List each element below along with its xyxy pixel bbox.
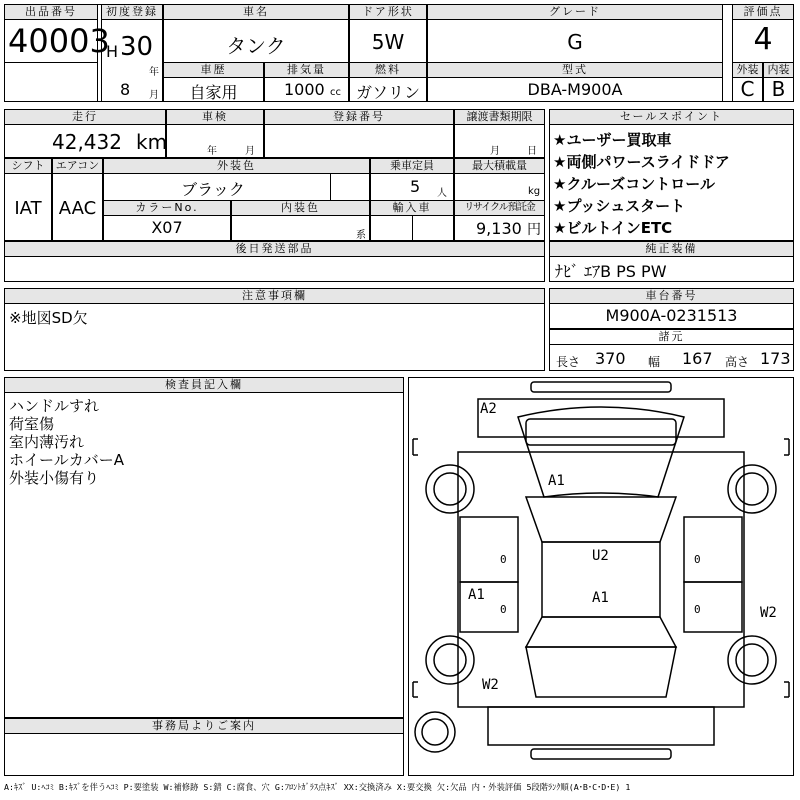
mark-w2-left: W2 [482,677,499,693]
wheel-rear-right [728,636,776,684]
transfer-day: 日 [527,146,537,157]
equipment: ﾅﾋﾞ ｴｱB PS PW [555,262,667,281]
load-unit: kg [528,186,541,197]
ext-color: ブラック [181,180,245,199]
car-name: タンク [226,34,286,58]
height-label: 高さ [725,355,750,369]
capacity-unit: 人 [437,188,447,199]
right-rear-mark [784,682,789,697]
displacement-header: 排気量 [264,62,349,78]
month-unit: 月 [149,90,159,101]
mark-zero-4: 0 [694,603,701,616]
color-no-header: カラーNo. [103,200,231,216]
wheel-front-left-inner [434,473,466,505]
model-header: 型式 [427,62,723,78]
import-divider [412,215,413,241]
grade: G [567,30,583,54]
spare-wheel-inner [422,719,448,745]
inspector-line: 室内薄汚れ [9,433,85,451]
car-name-header: 車名 [163,4,349,20]
int-color-cell [231,215,370,241]
right-rear-door [684,582,742,632]
score-header: 評価点 [732,4,794,20]
history-header: 車歴 [163,62,264,78]
wheel-front-left [426,465,474,513]
length-label: 長さ [556,355,581,369]
sales-item: ★ユーザー買取車 [553,131,672,149]
wheel-rear-left-inner [434,644,466,676]
year-unit: 年 [149,67,159,78]
fuel-header: 燃料 [349,62,427,78]
specs-cell [549,344,794,371]
chassis-number: M900A-0231513 [605,306,738,325]
notes-header: 注意事項欄 [4,288,545,304]
score: 4 [753,22,773,57]
notes: ※地図SD欠 [9,309,88,327]
rear-hatch [526,647,676,697]
sales-header: セールスポイント [549,109,794,125]
capacity-header: 乗車定員 [370,158,454,174]
mark-u2: U2 [592,548,609,564]
inspector-header: 検査員記入欄 [4,377,404,393]
lot-no-header: 出品番号 [4,4,98,20]
width: 167 [682,349,713,368]
specs-header: 諸元 [549,329,794,345]
grade-header: グレード [427,4,723,20]
later-parts-cell [4,256,545,282]
chassis-header: 車台番号 [549,288,794,304]
body-outline [458,452,744,707]
wheel-front-right [728,465,776,513]
wheel-rear-right-inner [736,644,768,676]
inspection-year: 年 [207,146,217,157]
ac-header: エアコン [52,158,103,174]
import-header: 輸入車 [370,200,454,216]
office-header: 事務局よりご案内 [4,718,404,734]
displacement: 1000 [284,80,325,99]
reg-no-cell [264,124,454,158]
color-no: X07 [151,218,183,237]
rear-bumper [488,707,714,745]
lot-no: 40003 [8,22,110,60]
door-header: ドア形状 [349,4,427,20]
shift: IAT [14,198,42,219]
front-bumper [478,399,724,437]
legend: A:ｷｽﾞ U:ﾍｺﾐ B:ｷｽﾞを伴うﾍｺﾐ P:要塗装 W:補修跡 S:錆 C:腐食、穴 G:ﾌﾛﾝﾄｶﾞﾗｽ点ｷｽﾞ XX:交換済み X:要交換 欠:欠品 内・外装評価 5段階ﾗﾝｸ順(A･B･C･D･E) 1 [4,782,631,792]
transfer-header: 譲渡書類期限 [454,109,545,125]
front-bumper-top [531,382,671,392]
ext-grade: C [740,77,755,101]
recycle-unit: 円 [527,222,541,238]
era: H [106,42,119,61]
int-grade: B [771,77,786,101]
ac: AAC [58,198,97,219]
mark-zero-1: 0 [500,553,507,566]
history: 自家用 [189,83,238,102]
displacement-unit: cc [330,87,341,98]
mileage: 42,432 [52,130,122,154]
month-num: 8 [120,80,131,99]
later-parts-header: 後日発送部品 [4,241,545,257]
wheel-front-right-inner [736,473,768,505]
mileage-unit: km [136,130,168,154]
lot-no-lower-cell [4,62,98,102]
wheel-rear-left [426,636,474,684]
transfer-month: 月 [490,146,500,157]
sales-item: ★クルーズコントロール [553,175,715,193]
mark-zero-2: 0 [500,603,507,616]
windshield [526,497,676,542]
mark-a1-hood: A1 [548,473,565,489]
spare-wheel [415,712,455,752]
inspector-line: ハンドルすれ [9,397,100,415]
right-front-door [684,517,742,582]
mark-a1-left: A1 [468,587,485,603]
ext-color-divider [330,173,331,201]
inspector-line: 荷室傷 [9,415,55,433]
height: 173 [760,349,791,368]
car-damage-diagram [408,377,794,776]
left-mirror [413,439,418,455]
office-cell [4,733,404,776]
left-rear-mark [413,682,418,697]
recycle-header: リサイクル預託金 [454,200,545,216]
mark-w2-right: W2 [760,605,777,621]
mileage-header: 走行 [4,109,166,125]
ext-color-header: 外装色 [103,158,370,174]
mark-a2: A2 [480,401,497,417]
mark-zero-3: 0 [694,553,701,566]
ext-grade-header: 外装 [732,62,763,78]
sales-item: ★プッシュスタート [553,197,686,215]
width-label: 幅 [648,355,661,369]
sales-item: ★両側パワースライドドア [553,153,730,171]
sales-item: ★ビルトインETC [553,219,673,237]
fuel: ガソリン [355,83,420,102]
left-front-door [460,517,518,582]
capacity: 5 [410,177,421,196]
reg-no-header: 登録番号 [264,109,454,125]
equipment-header: 純正装備 [549,241,794,257]
inspection-month: 月 [245,146,255,157]
inspector-line: ホイールカバーA [9,451,124,469]
grille [526,419,676,445]
shift-header: シフト [4,158,52,174]
door: 5W [371,30,405,54]
right-mirror [784,439,789,455]
int-color-header: 内装色 [231,200,370,216]
rear-bumper-bottom [531,749,671,759]
recycle: 9,130 [476,219,522,238]
length: 370 [595,349,626,368]
inspection-header: 車検 [166,109,264,125]
model: DBA-M900A [527,80,623,99]
rear-window [526,617,676,647]
int-grade-header: 内装 [763,62,794,78]
load-header: 最大積載量 [454,158,545,174]
int-color-unit: 系 [356,230,366,241]
first-reg-header: 初度登録 [101,4,163,20]
mark-a1-roof: A1 [592,590,609,606]
inspector-line: 外装小傷有り [9,469,100,487]
year-num: 30 [120,32,154,62]
